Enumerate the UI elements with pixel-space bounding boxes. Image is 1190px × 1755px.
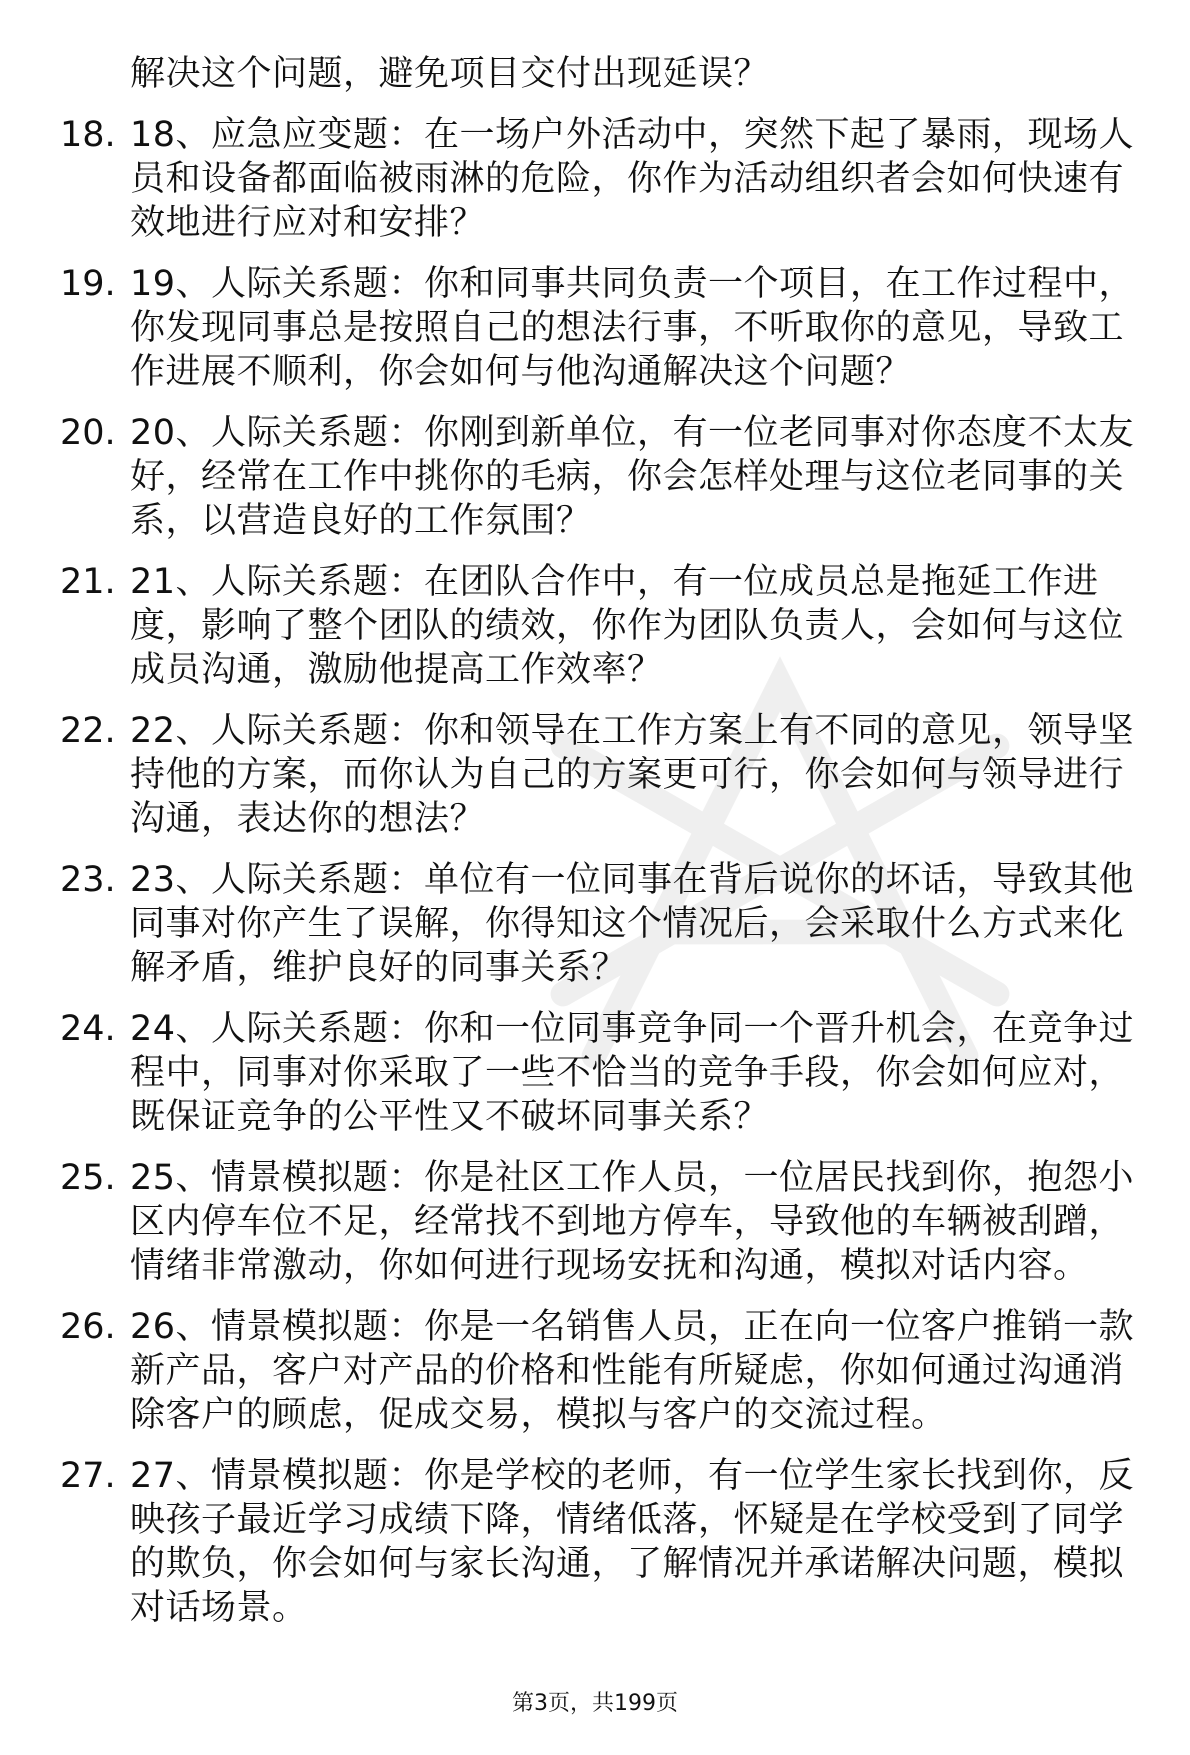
question-number: 24. [60, 1009, 116, 1049]
question-text: 26、情景模拟题：你是一名销售人员，正在向一位客户推销一款新产品，客户对产品的价格和性能有所疑虑，你如何通过沟通消除客户的顾虑，促成交易，模拟与客户的交流过程。 [130, 1307, 1135, 1435]
question-number: 25. [60, 1158, 116, 1198]
question-item [60, 1305, 1150, 1437]
question-number: 26. [60, 1307, 116, 1347]
question-text: 21、人际关系题：在团队合作中，有一位成员总是拖延工作进度，影响了整个团队的绩效，你作为团队负责人，会如何与这位成员沟通，激励他提高工作效率？ [130, 562, 1125, 690]
question-item [60, 858, 1150, 990]
page-number-footer: 第3页，共199页 [512, 1691, 678, 1716]
question-text: 22、人际关系题：你和领导在工作方案上有不同的意见，领导坚持他的方案，而你认为自己的方案更可行，你会如何与领导进行沟通，表达你的想法？ [130, 711, 1135, 839]
continued-question-text: 解决这个问题，避免项目交付出现延误？ [130, 54, 770, 94]
question-item [60, 709, 1150, 841]
questions-content [60, 52, 1150, 1647]
question-item [60, 1156, 1150, 1288]
question-number: 20. [60, 413, 116, 453]
question-text: 27、情景模拟题：你是学校的老师，有一位学生家长找到你，反映孩子最近学习成绩下降，情绪低落，怀疑是在学校受到了同学的欺负，你会如何与家长沟通，了解情况并承诺解决问题，模拟对话场景。 [130, 1456, 1135, 1628]
question-item [60, 113, 1150, 245]
question-number: 18. [60, 115, 116, 155]
question-text: 25、情景模拟题：你是社区工作人员，一位居民找到你，抱怨小区内停车位不足，经常找不到地方停车，导致他的车辆被刮蹭，情绪非常激动，你如何进行现场安抚和沟通，模拟对话内容。 [130, 1158, 1135, 1286]
question-number: 19. [60, 264, 116, 304]
question-item [60, 560, 1150, 692]
question-text: 18、应急应变题：在一场户外活动中，突然下起了暴雨，现场人员和设备都面临被雨淋的危险，你作为活动组织者会如何快速有效地进行应对和安排？ [130, 115, 1135, 243]
question-text: 23、人际关系题：单位有一位同事在背后说你的坏话，导致其他同事对你产生了误解，你得知这个情况后，会采取什么方式来化解矛盾，维护良好的同事关系？ [130, 860, 1135, 988]
question-number: 27. [60, 1456, 116, 1496]
question-text: 19、人际关系题：你和同事共同负责一个项目，在工作过程中，你发现同事总是按照自己的想法行事，不听取你的意见，导致工作进展不顺利，你会如何与他沟通解决这个问题？ [130, 264, 1135, 392]
question-number: 21. [60, 562, 116, 602]
question-item [60, 1454, 1150, 1630]
question-item [60, 262, 1150, 394]
question-number: 23. [60, 860, 116, 900]
question-text: 20、人际关系题：你刚到新单位，有一位老同事对你态度不太友好，经常在工作中挑你的毛病，你会怎样处理与这位老同事的关系，以营造良好的工作氛围？ [130, 413, 1135, 541]
question-item [60, 1007, 1150, 1139]
question-item [60, 411, 1150, 543]
question-text: 24、人际关系题：你和一位同事竞争同一个晋升机会，在竞争过程中，同事对你采取了一些不恰当的竞争手段，你会如何应对，既保证竞争的公平性又不破坏同事关系？ [130, 1009, 1135, 1137]
question-number: 22. [60, 711, 116, 751]
